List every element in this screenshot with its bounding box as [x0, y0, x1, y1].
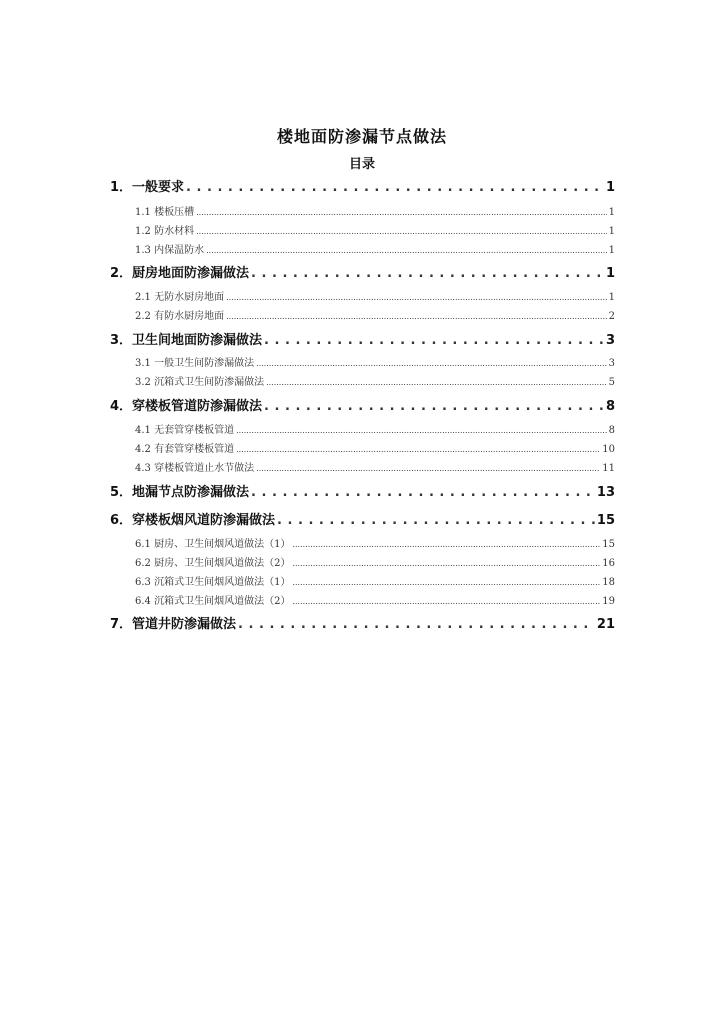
toc-entry-subsection[interactable] — [135, 462, 615, 476]
toc-dot-leader — [196, 225, 607, 239]
toc-entry-label: 1.2 防水材料 — [135, 226, 195, 237]
toc-page-number: 10 — [602, 444, 615, 455]
toc-dot-leader — [236, 424, 607, 438]
toc-page-number: 3 — [605, 333, 615, 348]
toc-dot-leader — [206, 244, 607, 258]
toc-page-number: 21 — [596, 617, 615, 632]
toc-entry-subsection[interactable] — [135, 576, 615, 590]
toc-page-number: 1 — [608, 292, 615, 303]
toc-entry-label: 6．穿楼板烟风道防渗漏做法 — [110, 513, 276, 528]
toc-entry-subsection[interactable] — [135, 206, 615, 220]
toc-dot-leader — [292, 557, 600, 571]
toc-page-number: 15 — [596, 513, 615, 528]
toc-entry-section[interactable] — [110, 332, 615, 350]
toc-entry-section[interactable] — [110, 616, 615, 634]
toc-page-number: 2 — [608, 311, 615, 322]
toc-entry-subsection[interactable] — [135, 557, 615, 571]
toc-dot-leader — [196, 206, 607, 220]
toc-entry-label: 3.2 沉箱式卫生间防渗漏做法 — [135, 377, 265, 388]
toc-dot-leader — [264, 332, 604, 350]
toc-entry-section[interactable] — [110, 512, 615, 530]
toc-entry-label: 2.2 有防水厨房地面 — [135, 311, 225, 322]
toc-dot-leader — [251, 265, 604, 283]
toc-entry-subsection[interactable] — [135, 244, 615, 258]
toc-heading: 目录 — [348, 157, 375, 172]
toc-page-number: 1 — [608, 226, 615, 237]
toc-entry-section[interactable] — [110, 398, 615, 416]
toc-dot-leader — [292, 595, 600, 609]
toc-dot-leader — [256, 462, 600, 476]
toc-entry-subsection[interactable] — [135, 357, 615, 371]
toc-entry-subsection[interactable] — [135, 595, 615, 609]
toc-entry-label: 4.2 有套管穿楼板管道 — [135, 444, 235, 455]
toc-entry-label: 1．一般要求 — [110, 180, 185, 195]
toc-entry-section[interactable] — [110, 179, 615, 197]
toc-dot-leader — [251, 484, 595, 502]
toc-dot-leader — [266, 376, 607, 390]
document-title: 楼地面防渗漏节点做法 — [276, 127, 447, 146]
toc-dot-leader — [292, 538, 600, 552]
toc-entry-section[interactable] — [110, 265, 615, 283]
toc-page-number: 15 — [602, 539, 615, 550]
toc-page-number: 13 — [596, 485, 615, 500]
toc-entry-label: 2.1 无防水厨房地面 — [135, 292, 225, 303]
toc-dot-leader — [226, 291, 607, 305]
toc-entry-label: 4.3 穿楼板管道止水节做法 — [135, 463, 255, 474]
toc-entry-label: 7．管道井防渗漏做法 — [110, 617, 237, 632]
toc-page-number: 1 — [608, 245, 615, 256]
toc-page-number: 11 — [602, 463, 615, 474]
toc-entry-label: 4．穿楼板管道防渗漏做法 — [110, 399, 263, 414]
toc-entry-section[interactable] — [110, 484, 615, 502]
toc-page-number: 8 — [605, 399, 615, 414]
toc-entry-subsection[interactable] — [135, 443, 615, 457]
toc-entry-subsection[interactable] — [135, 310, 615, 324]
toc-page-number: 1 — [605, 266, 615, 281]
toc-dot-leader — [256, 357, 607, 371]
toc-page-number: 8 — [608, 425, 615, 436]
toc-entry-label: 5．地漏节点防渗漏做法 — [110, 485, 250, 500]
toc-entry-label: 6.3 沉箱式卫生间烟风道做法（1） — [135, 577, 291, 588]
toc-page-number: 3 — [608, 358, 615, 369]
toc-entry-subsection[interactable] — [135, 538, 615, 552]
toc-dot-leader — [277, 512, 595, 530]
toc-entry-label: 1.3 内保温防水 — [135, 245, 205, 256]
toc-dot-leader — [236, 443, 600, 457]
toc-dot-leader — [264, 398, 604, 416]
toc-entry-label: 6.2 厨房、卫生间烟风道做法（2） — [135, 558, 291, 569]
toc-entry-label: 2．厨房地面防渗漏做法 — [110, 266, 250, 281]
toc-entry-subsection[interactable] — [135, 376, 615, 390]
toc-dot-leader — [186, 179, 604, 197]
toc-dot-leader — [226, 310, 607, 324]
toc-entry-subsection[interactable] — [135, 225, 615, 239]
toc-entry-label: 1.1 楼板压槽 — [135, 207, 195, 218]
toc-page-number: 1 — [605, 180, 615, 195]
toc-dot-leader — [292, 576, 600, 590]
toc-page-number: 18 — [602, 577, 615, 588]
toc-page-number: 16 — [602, 558, 615, 569]
toc-entry-subsection[interactable] — [135, 424, 615, 438]
toc-dot-leader — [238, 616, 595, 634]
toc-page-number: 1 — [608, 207, 615, 218]
toc-entry-label: 4.1 无套管穿楼板管道 — [135, 425, 235, 436]
toc-entry-label: 6.4 沉箱式卫生间烟风道做法（2） — [135, 596, 291, 607]
toc-page-number: 5 — [608, 377, 615, 388]
toc-entry-subsection[interactable] — [135, 291, 615, 305]
toc-entry-label: 3．卫生间地面防渗漏做法 — [110, 333, 263, 348]
toc-entry-label: 6.1 厨房、卫生间烟风道做法（1） — [135, 539, 291, 550]
toc-entry-label: 3.1 一般卫生间防渗漏做法 — [135, 358, 255, 369]
toc-page-number: 19 — [602, 596, 615, 607]
